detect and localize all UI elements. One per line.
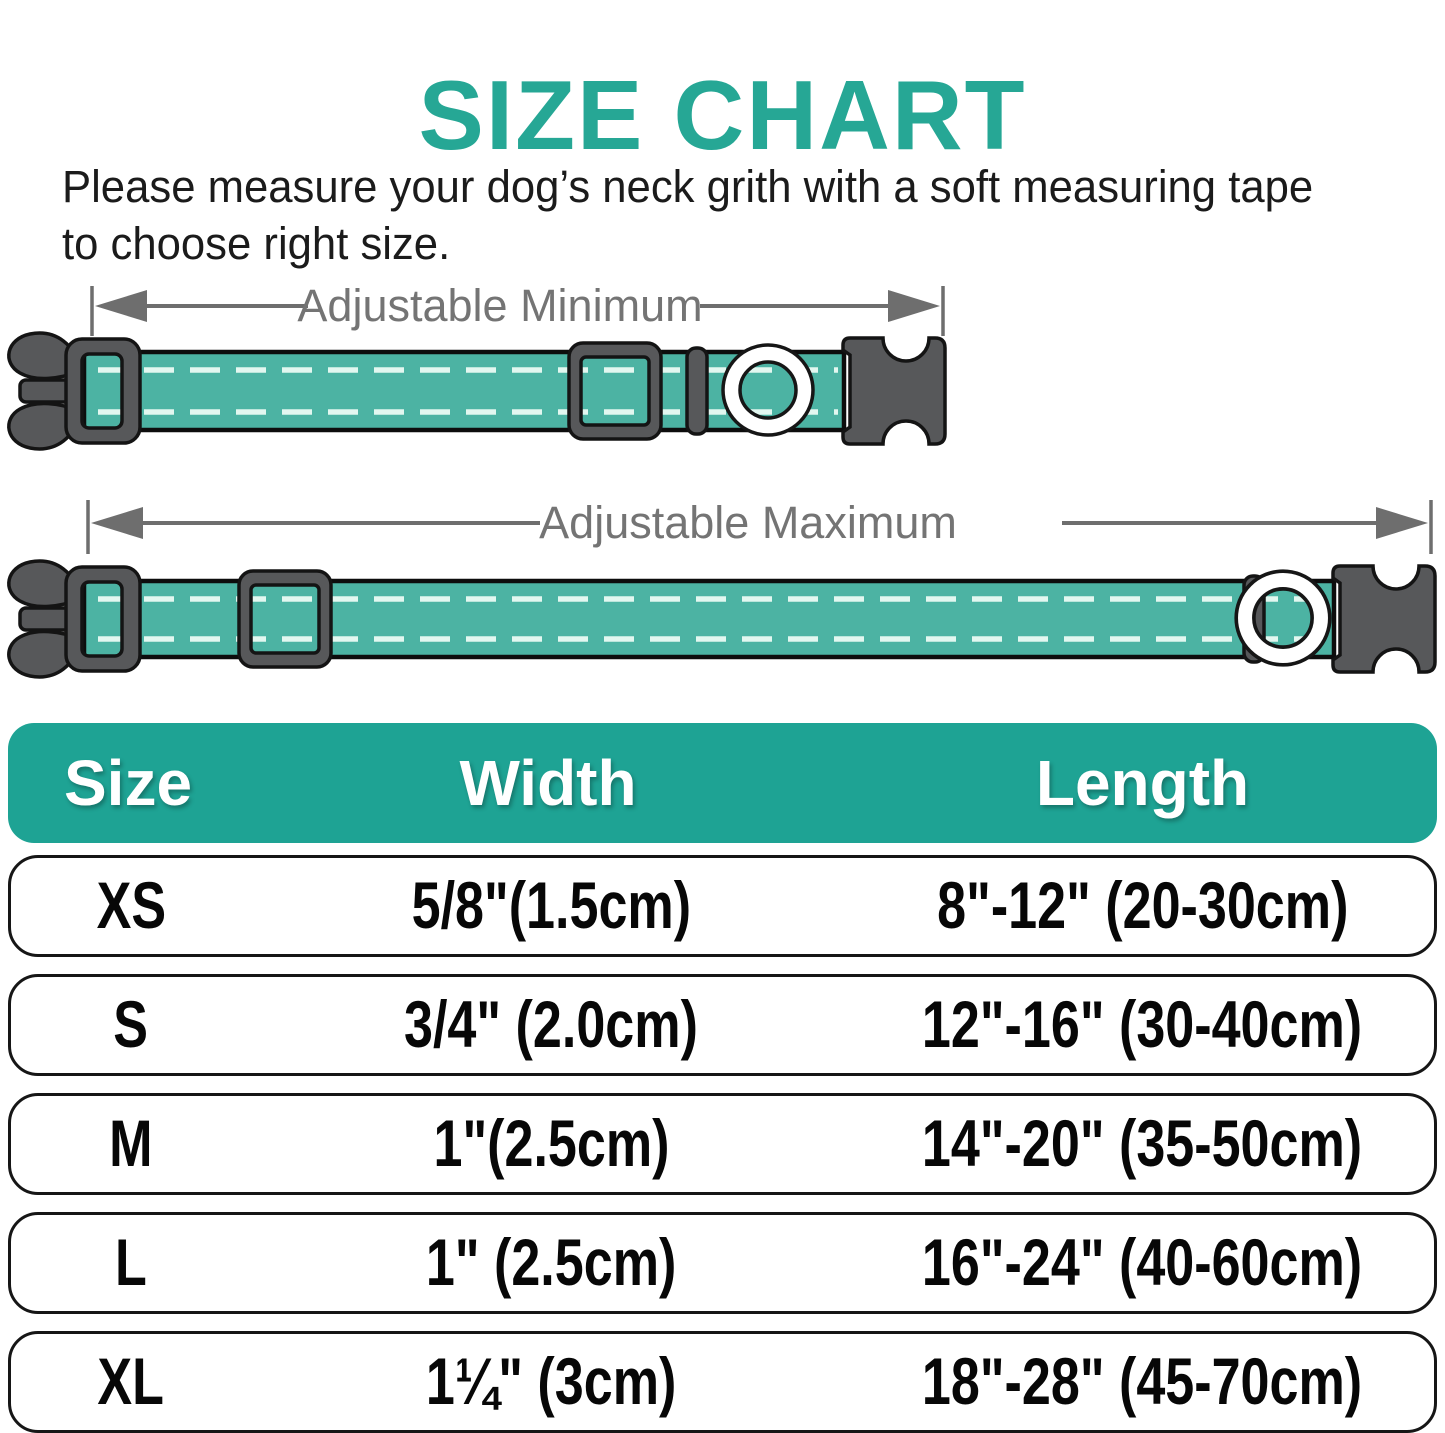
table-header-row [8,723,1437,843]
cell-size: M [109,1107,153,1181]
collar-diagram-minimum [0,280,1445,515]
instruction-text [62,159,1376,272]
buckle-female-icon [1333,566,1435,672]
arrowhead-left-icon [95,290,147,322]
dimension-arrow-maximum [88,497,1431,554]
instruction-line-1: Please measure your dog’s neck grith with a soft measuring tape [62,161,1314,212]
size-table [8,723,1437,1433]
table-row-s [8,974,1437,1076]
cell-width: 1" (2.5cm) [425,1226,677,1300]
table-row-m [8,1093,1437,1195]
dimension-arrow-minimum [92,280,943,336]
table-row-xl [8,1331,1437,1433]
collar-illustration-minimum [9,333,945,449]
cell-size: XS [96,869,166,943]
cell-size: XL [97,1345,165,1419]
cell-length: 14"-20" (35-50cm) [922,1107,1363,1181]
instruction-line-2: to choose right size. [62,217,451,269]
table-row-l [8,1212,1437,1314]
cell-width: 3/4" (2.0cm) [404,988,698,1062]
keeper-band-icon [687,348,707,434]
cell-size: S [113,988,149,1062]
column-header-length: Length [1035,747,1250,819]
adjustable-minimum-label: Adjustable Minimum [297,280,703,331]
table-row-xs [8,855,1437,957]
collar-strap [84,581,1334,657]
cell-length: 16"-24" (40-60cm) [922,1226,1363,1300]
cell-length: 8"-12" (20-30cm) [936,869,1349,943]
arrowhead-left-icon [91,507,143,539]
arrowhead-right-icon [1376,507,1428,539]
cell-width: 1"(2.5cm) [432,1107,670,1181]
cell-length: 18"-28" (45-70cm) [922,1345,1363,1419]
cell-width: 5/8"(1.5cm) [411,869,691,943]
cell-size: L [115,1226,147,1300]
cell-length: 12"-16" (30-40cm) [922,988,1363,1062]
adjustable-maximum-label: Adjustable Maximum [539,497,957,548]
buckle-female-icon [843,338,945,444]
arrowhead-right-icon [888,290,940,322]
column-header-size: Size [63,747,193,819]
column-header-width: Width [459,747,637,819]
collar-illustration-maximum [9,561,1435,677]
collar-diagram-maximum [0,492,1445,697]
page-title: SIZE CHART [418,59,1027,170]
cell-width: 1¼" (3cm) [425,1345,677,1419]
